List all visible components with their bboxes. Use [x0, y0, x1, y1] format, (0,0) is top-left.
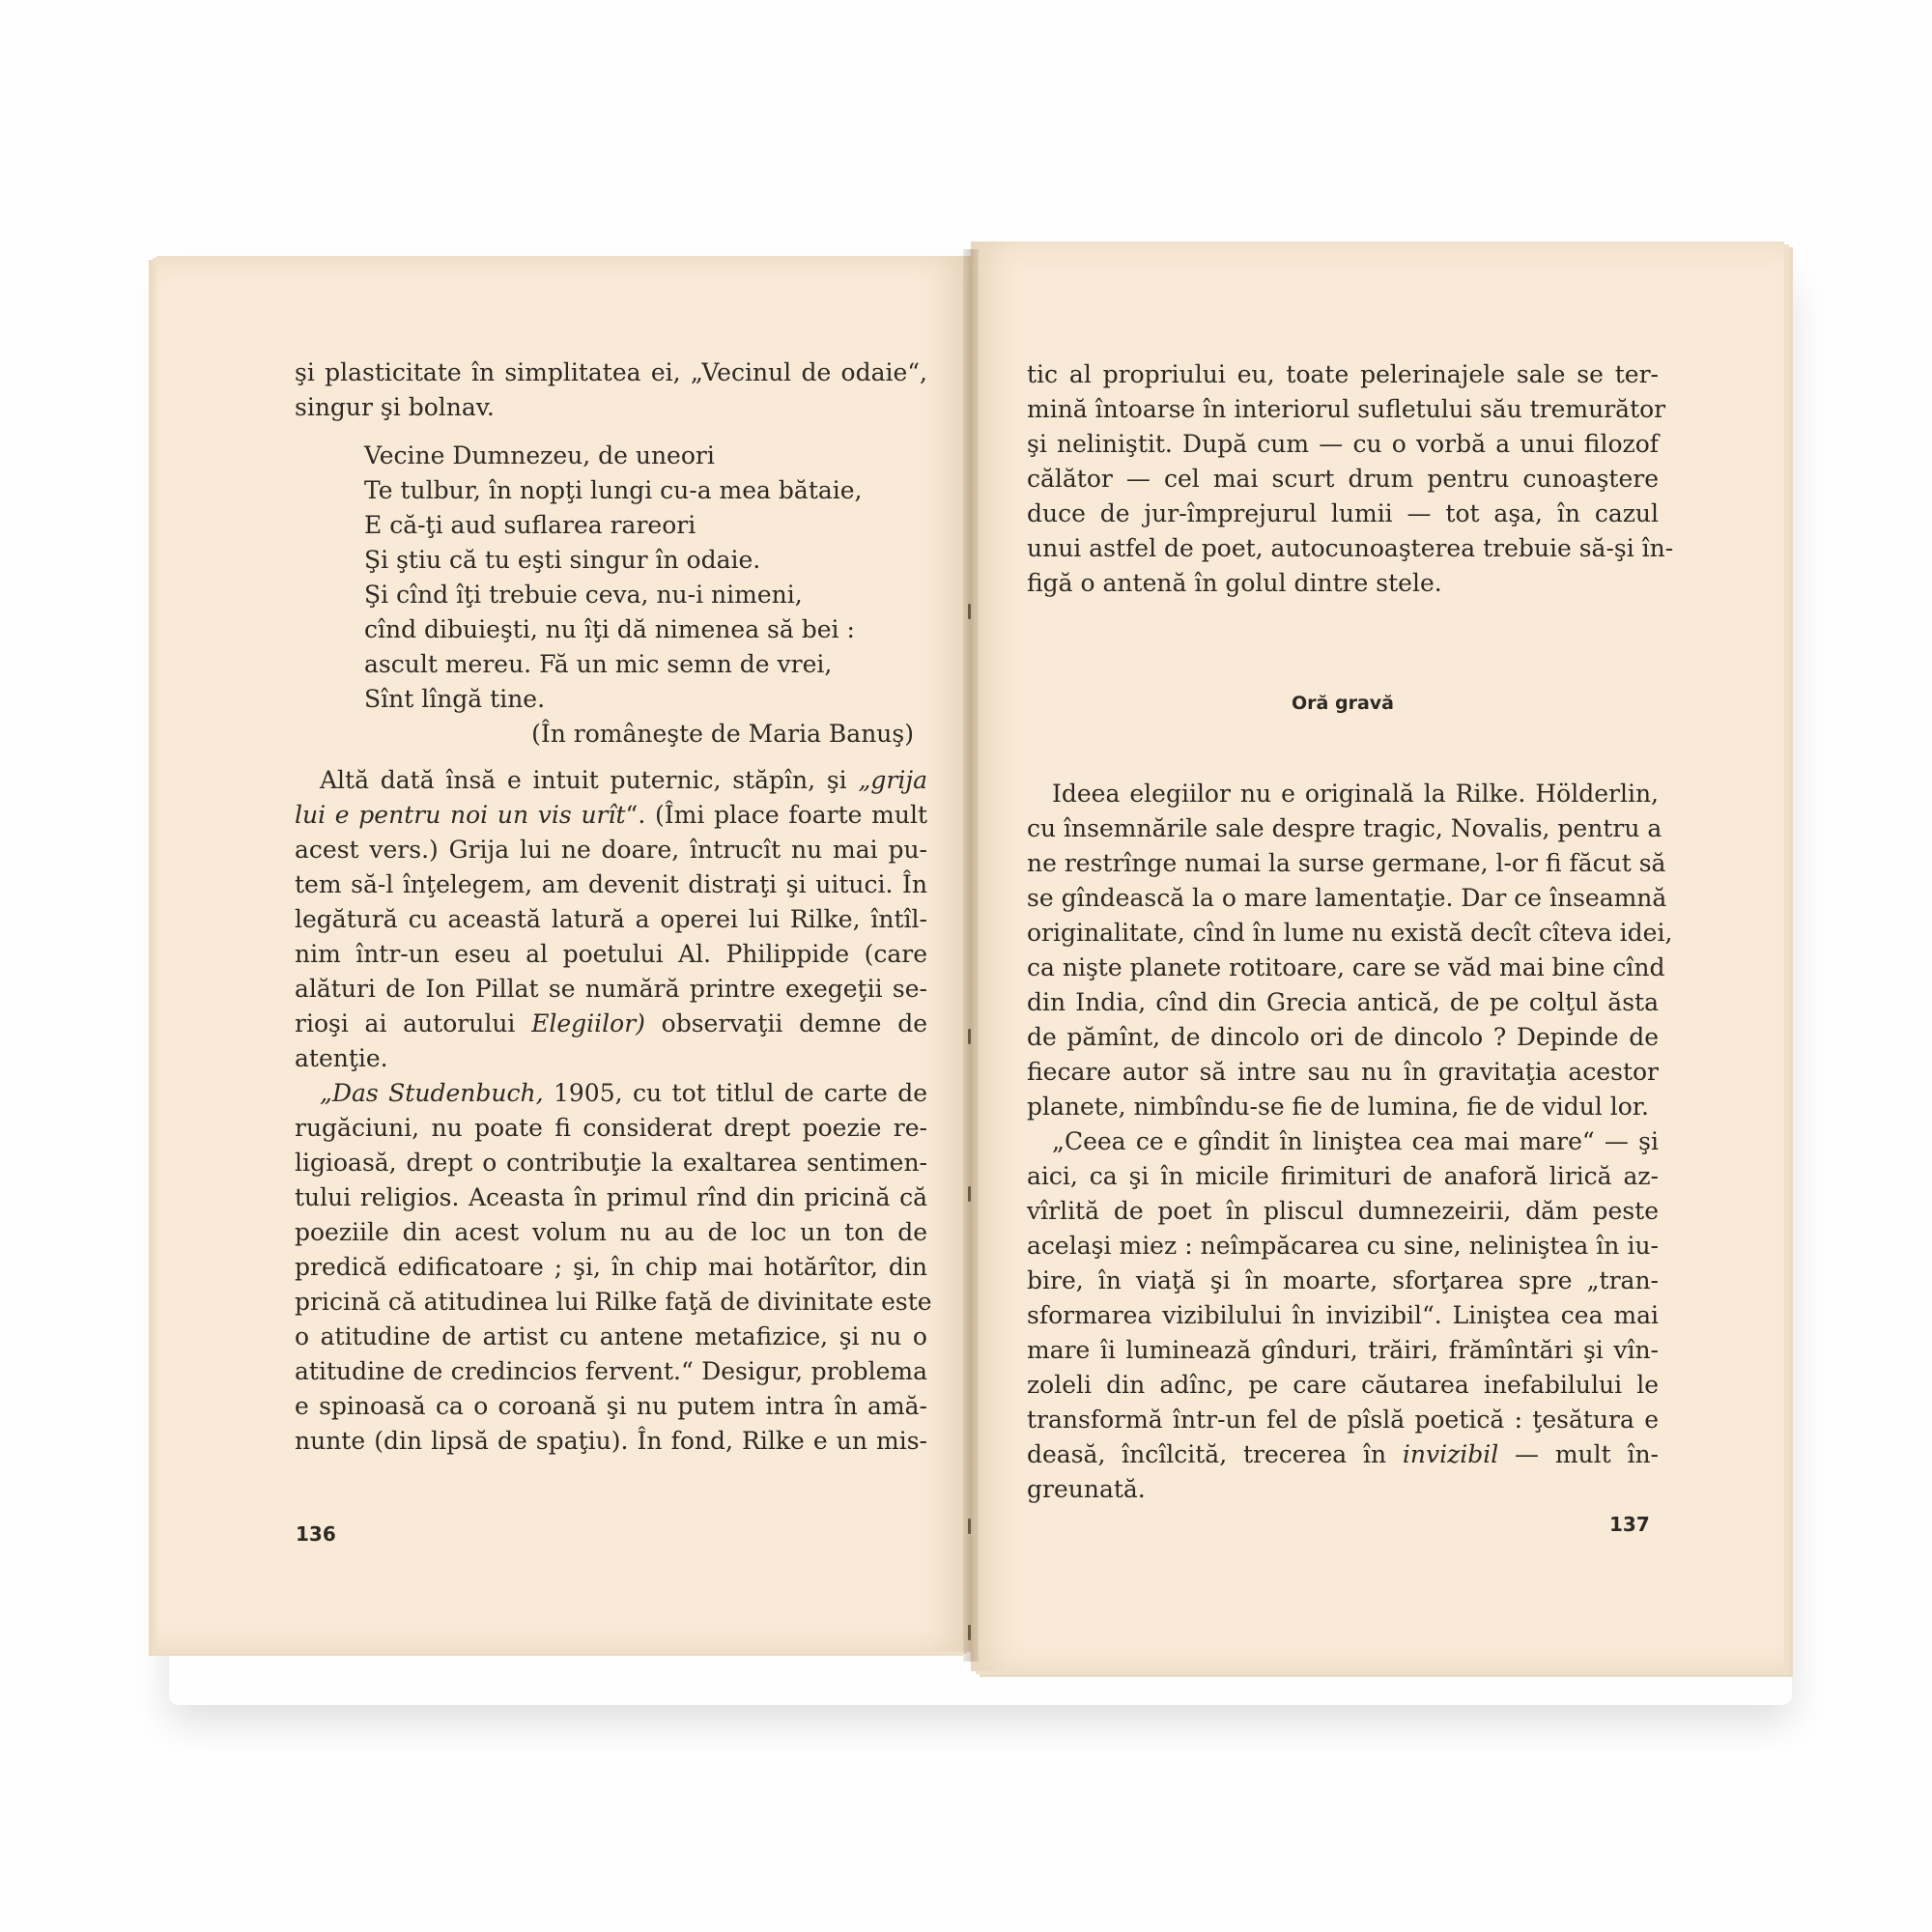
section-heading: Oră gravă [1292, 693, 1394, 714]
poem [295, 439, 927, 717]
text-line: şi neliniştit. După cum — cu o vorbă a unui filozof [1027, 430, 1659, 458]
text-line: alături de Ion Pillat se numără printre exegeţii se- [295, 975, 927, 1003]
text-line: cu însemnările sale despre tragic, Novalis, pentru a [1027, 814, 1662, 842]
binding-stitch [968, 1186, 971, 1202]
text-line: legătură cu această latură a operei lui Rilke, întîl- [295, 905, 927, 933]
text-line: „Ceea ce e gîndit în liniştea cea mai mare“ — şi [1052, 1127, 1659, 1155]
text-line: tem să-l înţelegem, am devenit distraţi şi uituci. În [295, 870, 927, 898]
text-line: acelaşi miez : neîmpăcarea cu sine, neliniştea în iu- [1027, 1232, 1659, 1260]
text-line: o atitudine de artist cu antene metafizice, şi nu o [295, 1322, 927, 1350]
text-line: e spinoasă ca o coroană şi nu putem intra în amă- [295, 1392, 927, 1420]
text-line: călător — cel mai scurt drum pentru cunoaştere [1027, 465, 1659, 493]
text-line: planete, nimbîndu-se fie de lumina, fie de vidul lor. [1027, 1093, 1649, 1121]
text-line: atitudine de credincios fervent.“ Desigur, problema [295, 1357, 927, 1385]
text-line: pricină că atitudinea lui Rilke faţă de divinitate este [295, 1288, 932, 1316]
poem-line: Vecine Dumnezeu, de uneori [364, 441, 715, 469]
text-line: predică edificatoare ; şi, în chip mai hotărîtor, din [295, 1253, 927, 1281]
text-line: „Das Studenbuch, 1905, cu tot titlul de carte de [320, 1079, 927, 1107]
text-line: ca nişte planete rotitoare, care se văd mai bine cînd [1027, 953, 1665, 981]
text-line: Ideea elegiilor nu e originală la Rilke. Hölderlin, [1052, 780, 1659, 808]
poem-line: cînd dibuieşti, nu îţi dă nimenea să bei : [364, 615, 855, 643]
text-line: ne restrînge numai la surse germane, l-or fi făcut să [1027, 849, 1666, 877]
binding-stitch [968, 1519, 971, 1534]
binding-stitch [968, 604, 971, 619]
text-line: tic al propriului eu, toate pelerinajele sale se ter- [1027, 360, 1659, 388]
text-line: zoleli din adînc, pe care căutarea inefabilului le [1027, 1371, 1659, 1399]
right-page-text [1027, 357, 1674, 1507]
text-line: lui e pentru noi un vis urît“. (Îmi place foarte mult [295, 801, 927, 829]
text-line: şi plasticitate în simplitatea ei, „Vecinul de odaie“, [295, 358, 927, 386]
text-line: mină întoarse în interiorul sufletului său tremurător [1027, 395, 1666, 423]
text-line: figă o antenă în golul dintre stele. [1027, 569, 1442, 597]
text-line: aici, ca şi în micile firimituri de anaforă lirică az- [1027, 1162, 1659, 1190]
text-line: se gîndească la o mare lamentaţie. Dar ce înseamnă [1027, 884, 1667, 912]
text-line: de pămînt, de dincolo ori de dincolo ? Depinde de [1027, 1023, 1659, 1051]
text-line: nunte (din lipsă de spaţiu). În fond, Rilke e un mis- [295, 1427, 927, 1455]
page-number-right: 137 [1609, 1513, 1650, 1536]
text-line: greunată. [1027, 1475, 1146, 1503]
poem-line: E că-ţi aud suflarea rareori [364, 511, 696, 539]
text-line: rioşi ai autorului Elegiilor) observaţii demne de [295, 1009, 927, 1037]
text-line: transformă într-un fel de pîslă poetică : ţesătura e [1027, 1406, 1659, 1434]
text-line: unui astfel de poet, autocunoaşterea trebuie să-şi în- [1027, 534, 1674, 562]
book-gutter [963, 249, 979, 1662]
text-line: acest vers.) Grija lui ne doare, întrucît nu mai pu- [295, 836, 927, 864]
binding-stitch [968, 1625, 971, 1640]
text-line: din India, cînd din Grecia antică, de pe colţul ăsta [1027, 988, 1659, 1016]
text-line: bire, în viaţă şi în moarte, sforţarea spre „tran- [1027, 1266, 1659, 1294]
poem-line: Şi ştiu că tu eşti singur în odaie. [364, 546, 761, 574]
text-line: atenţie. [295, 1044, 388, 1072]
poem-line: Te tulbur, în nopţi lungi cu-a mea bătaie, [364, 476, 863, 504]
text-line: poeziile din acest volum nu au de loc un ton de [295, 1218, 927, 1246]
text-line: sformarea vizibilului în invizibil“. Liniştea cea mai [1027, 1301, 1659, 1329]
text-line: rugăciuni, nu poate fi considerat drept poezie re- [295, 1114, 927, 1142]
poem-line: ascult mereu. Fă un mic semn de vrei, [364, 650, 833, 678]
text-line: mare îi luminează gînduri, trăiri, frămîntări şi vîn- [1027, 1336, 1659, 1364]
text-line: vîrlită de poet în pliscul dumnezeirii, dăm peste [1027, 1197, 1659, 1225]
binding-stitch [968, 1029, 971, 1044]
text-line: nim într-un eseu al poetului Al. Philippide (care [295, 940, 927, 968]
left-page-text [295, 355, 932, 1459]
text-line: tului religios. Aceasta în primul rînd din pricină că [295, 1183, 927, 1211]
text-line: deasă, încîlcită, trecerea în invizibil — mult în- [1027, 1440, 1660, 1468]
text-line: duce de jur-împrejurul lumii — tot aşa, în cazul [1027, 499, 1659, 527]
text-line: Altă dată însă e intuit puternic, stăpîn, şi „grija [320, 766, 927, 794]
text-line: fiecare autor să intre sau nu în gravitaţia acestor [1027, 1058, 1659, 1086]
text-line: originalitate, cînd în lume nu există decît cîteva idei, [1027, 919, 1673, 947]
page-number-left: 136 [296, 1522, 336, 1546]
text-line: ligioasă, drept o contribuţie la exaltarea sentimen- [295, 1149, 927, 1177]
poem-line: Şi cînd îţi trebuie ceva, nu-i nimeni, [364, 581, 803, 609]
poem-translator-credit: (În româneşte de Maria Banuş) [531, 720, 914, 748]
poem-line: Sînt lîngă tine. [364, 685, 546, 713]
text-line: singur şi bolnav. [295, 393, 495, 421]
